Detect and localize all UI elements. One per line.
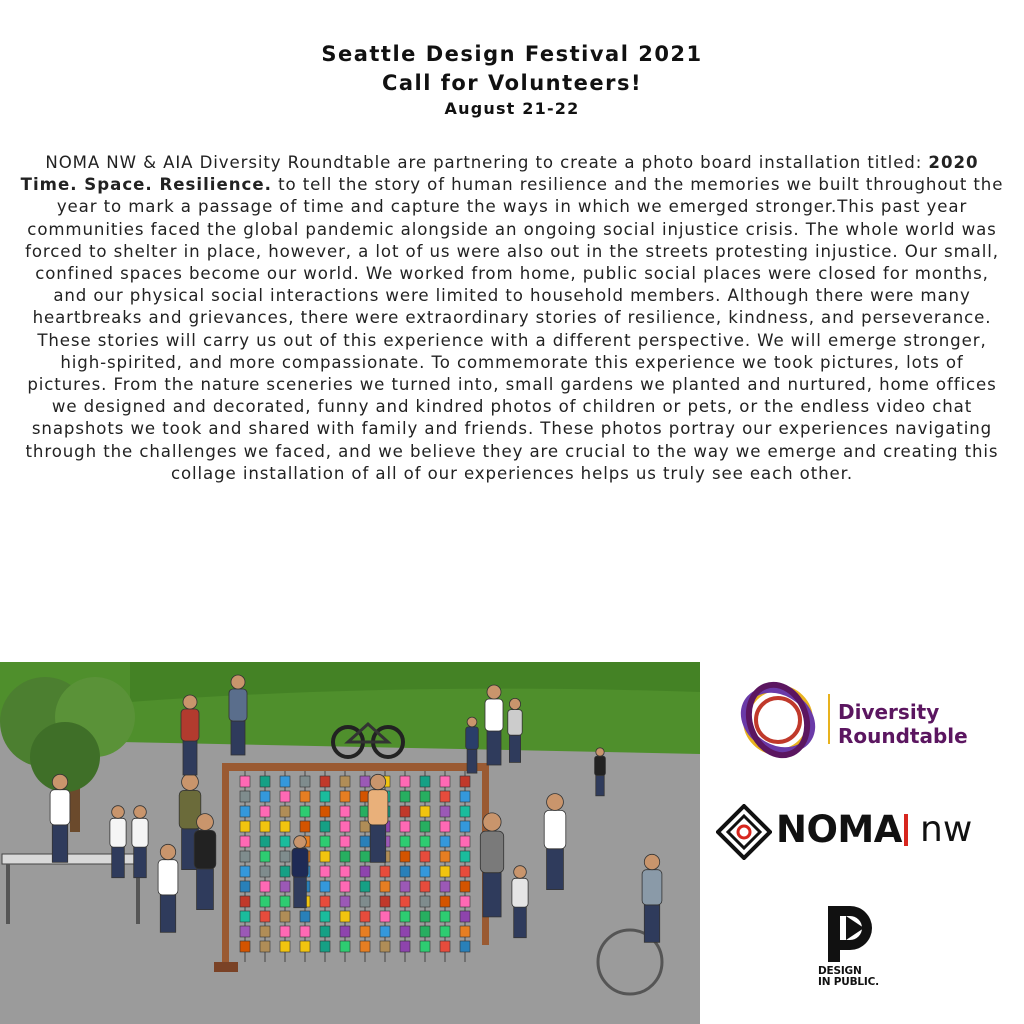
photo-card bbox=[240, 776, 250, 787]
photo-card bbox=[240, 791, 250, 802]
photo-card bbox=[260, 791, 270, 802]
logo-divider bbox=[828, 694, 830, 744]
photo-card bbox=[260, 806, 270, 817]
photo-card bbox=[460, 941, 470, 952]
photo-card bbox=[440, 911, 450, 922]
photo-card bbox=[420, 896, 430, 907]
photo-card bbox=[260, 851, 270, 862]
photo-card bbox=[360, 896, 370, 907]
description-intro: NOMA NW & AIA Diversity Roundtable are partnering to create a photo board installation titled: bbox=[45, 153, 929, 172]
photo-card bbox=[320, 791, 330, 802]
photo-card bbox=[440, 896, 450, 907]
photo-card bbox=[420, 941, 430, 952]
photo-card bbox=[460, 776, 470, 787]
photo-card bbox=[260, 941, 270, 952]
photo-card bbox=[260, 911, 270, 922]
photo-card bbox=[460, 836, 470, 847]
dr-line2: Roundtable bbox=[838, 724, 968, 748]
photo-card bbox=[320, 806, 330, 817]
photo-card bbox=[400, 866, 410, 877]
photo-card bbox=[320, 911, 330, 922]
photo-card bbox=[280, 836, 290, 847]
photo-card bbox=[280, 821, 290, 832]
photo-card bbox=[320, 881, 330, 892]
photo-card bbox=[460, 866, 470, 877]
photo-card bbox=[460, 881, 470, 892]
photo-card bbox=[400, 896, 410, 907]
photo-card bbox=[440, 836, 450, 847]
photo-card bbox=[340, 926, 350, 937]
photo-card bbox=[440, 776, 450, 787]
photo-card bbox=[380, 926, 390, 937]
photo-card bbox=[280, 806, 290, 817]
photo-card bbox=[440, 851, 450, 862]
photo-card bbox=[420, 911, 430, 922]
photo-card bbox=[260, 926, 270, 937]
photo-card bbox=[380, 881, 390, 892]
design-in-public-wordmark bbox=[818, 966, 879, 988]
photo-card bbox=[280, 926, 290, 937]
photo-card bbox=[360, 881, 370, 892]
photo-card bbox=[240, 836, 250, 847]
noma-diamond-icon bbox=[716, 804, 772, 860]
photo-card bbox=[400, 791, 410, 802]
photo-card bbox=[320, 836, 330, 847]
photo-card bbox=[440, 791, 450, 802]
photo-card bbox=[300, 926, 310, 937]
photo-card bbox=[240, 866, 250, 877]
photo-card bbox=[420, 821, 430, 832]
photo-card bbox=[400, 911, 410, 922]
photo-card bbox=[260, 821, 270, 832]
photo-card bbox=[340, 881, 350, 892]
photo-card bbox=[360, 866, 370, 877]
photo-card bbox=[360, 776, 370, 787]
photo-card bbox=[280, 851, 290, 862]
photo-card bbox=[320, 851, 330, 862]
design-in-public-logo bbox=[808, 900, 908, 1000]
noma-divider bbox=[904, 814, 908, 846]
noma-wordmark: NOMA bbox=[776, 808, 902, 851]
photo-card bbox=[360, 926, 370, 937]
photo-card bbox=[300, 821, 310, 832]
photo-card bbox=[340, 866, 350, 877]
photo-card bbox=[260, 896, 270, 907]
photo-card bbox=[400, 806, 410, 817]
photo-card bbox=[400, 776, 410, 787]
photo-card bbox=[420, 791, 430, 802]
page-subtitle: Call for Volunteers! bbox=[381, 71, 643, 95]
photo-card bbox=[280, 941, 290, 952]
photo-card bbox=[340, 911, 350, 922]
photo-card bbox=[300, 791, 310, 802]
description-paragraph bbox=[18, 152, 1006, 485]
photo-card bbox=[240, 821, 250, 832]
photo-card bbox=[380, 866, 390, 877]
photo-card bbox=[280, 791, 290, 802]
photo-card bbox=[320, 926, 330, 937]
photo-card bbox=[320, 866, 330, 877]
diversity-roundtable-rings-icon bbox=[732, 680, 828, 760]
photo-card bbox=[240, 941, 250, 952]
photo-card bbox=[320, 821, 330, 832]
photo-card bbox=[260, 836, 270, 847]
photo-card bbox=[380, 941, 390, 952]
photo-card bbox=[300, 776, 310, 787]
dip-line1: DESIGN bbox=[818, 965, 862, 977]
photo-card bbox=[300, 806, 310, 817]
photo-card bbox=[340, 896, 350, 907]
photo-card bbox=[420, 836, 430, 847]
photo-card bbox=[340, 821, 350, 832]
photo-card bbox=[380, 896, 390, 907]
photo-card bbox=[400, 941, 410, 952]
photo-card bbox=[360, 851, 370, 862]
photo-card bbox=[300, 941, 310, 952]
dip-line2: IN PUBLIC. bbox=[818, 976, 879, 988]
photo-card bbox=[460, 791, 470, 802]
photo-card bbox=[440, 941, 450, 952]
photo-card bbox=[400, 881, 410, 892]
frame-post bbox=[222, 763, 229, 971]
photo-card bbox=[400, 821, 410, 832]
photo-card bbox=[260, 866, 270, 877]
title-block bbox=[0, 40, 1024, 120]
photo-card bbox=[380, 911, 390, 922]
diversity-roundtable-logo bbox=[732, 680, 1002, 760]
photo-card bbox=[260, 776, 270, 787]
photo-card bbox=[360, 941, 370, 952]
noma-suffix: nw bbox=[920, 809, 973, 850]
photo-card bbox=[440, 821, 450, 832]
frame-foot bbox=[214, 962, 238, 972]
photo-card bbox=[320, 896, 330, 907]
photo-card bbox=[400, 926, 410, 937]
photo-card bbox=[420, 926, 430, 937]
photo-card bbox=[280, 881, 290, 892]
photo-card bbox=[460, 851, 470, 862]
frame-beam bbox=[222, 763, 489, 771]
photo-card bbox=[280, 866, 290, 877]
event-date: August 21-22 bbox=[444, 99, 580, 118]
photo-card bbox=[460, 926, 470, 937]
photo-card bbox=[460, 821, 470, 832]
photo-card bbox=[420, 851, 430, 862]
photo-card bbox=[300, 911, 310, 922]
photo-card bbox=[280, 896, 290, 907]
photo-card bbox=[420, 881, 430, 892]
description-body: to tell the story of human resilience and the memories we built throughout the year to mark a passage of time and capture the ways in which we emerged stronger.This past year communities faced the global pandemic alongside an ongoing social injustice crisis. The whole world was forced to shelter in place, however, a lot of us were also out in the streets protesting injustice. Our small, confined spaces become our world. We worked from home, public social places were closed for months, and our physical social interactions were limited to household members. Although there were many heartbreaks and grievances, there were extraordinary stories of resilience, kindness, and perseverance. These stories will carry us out of this experience with a different perspective. We will emerge stronger, high-spirited, and more compassionate. To commemorate this experience we took pictures, lots of pictures. From the nature sceneries we turned into, small gardens we planted and nurtured, home offices we designed and decorated, funny and kindred photos of children or pets, or the endless video chat snapshots we took and shared with family and friends. These photos portray our experiences navigating through the challenges we faced, and we believe they are crucial to the way we emerge and creating this collage installation of all of our experiences helps us truly see each other. bbox=[25, 175, 1004, 483]
table-leg bbox=[6, 864, 10, 924]
photo-card bbox=[280, 911, 290, 922]
dr-line1: Diversity bbox=[838, 700, 940, 724]
noma-nw-logo bbox=[716, 800, 1006, 864]
installation-title: 2020 Time. Space. Resilience. bbox=[20, 153, 979, 195]
photo-card bbox=[440, 806, 450, 817]
photo-card bbox=[460, 806, 470, 817]
photo-card bbox=[240, 806, 250, 817]
photo-card bbox=[360, 911, 370, 922]
photo-card bbox=[420, 866, 430, 877]
design-in-public-p-icon bbox=[820, 902, 880, 964]
photo-card bbox=[240, 851, 250, 862]
photo-card bbox=[420, 776, 430, 787]
diversity-roundtable-wordmark bbox=[838, 700, 968, 748]
photo-card bbox=[340, 941, 350, 952]
photo-card bbox=[340, 851, 350, 862]
photo-card bbox=[240, 881, 250, 892]
photo-card bbox=[340, 791, 350, 802]
photo-card bbox=[460, 911, 470, 922]
photo-card bbox=[440, 926, 450, 937]
page-title: Seattle Design Festival 2021 bbox=[321, 42, 703, 66]
photo-card bbox=[280, 776, 290, 787]
photo-card bbox=[240, 911, 250, 922]
photo-card bbox=[440, 866, 450, 877]
photo-card bbox=[340, 836, 350, 847]
photo-card bbox=[340, 776, 350, 787]
installation-illustration bbox=[0, 662, 700, 1024]
photo-card bbox=[400, 851, 410, 862]
photo-card bbox=[420, 806, 430, 817]
photo-card bbox=[360, 836, 370, 847]
photo-card bbox=[400, 836, 410, 847]
photo-card bbox=[260, 881, 270, 892]
photo-card bbox=[320, 776, 330, 787]
photo-card bbox=[240, 896, 250, 907]
photo-card bbox=[460, 896, 470, 907]
photo-card bbox=[440, 881, 450, 892]
photo-card bbox=[240, 926, 250, 937]
photo-card bbox=[320, 941, 330, 952]
photo-card bbox=[340, 806, 350, 817]
